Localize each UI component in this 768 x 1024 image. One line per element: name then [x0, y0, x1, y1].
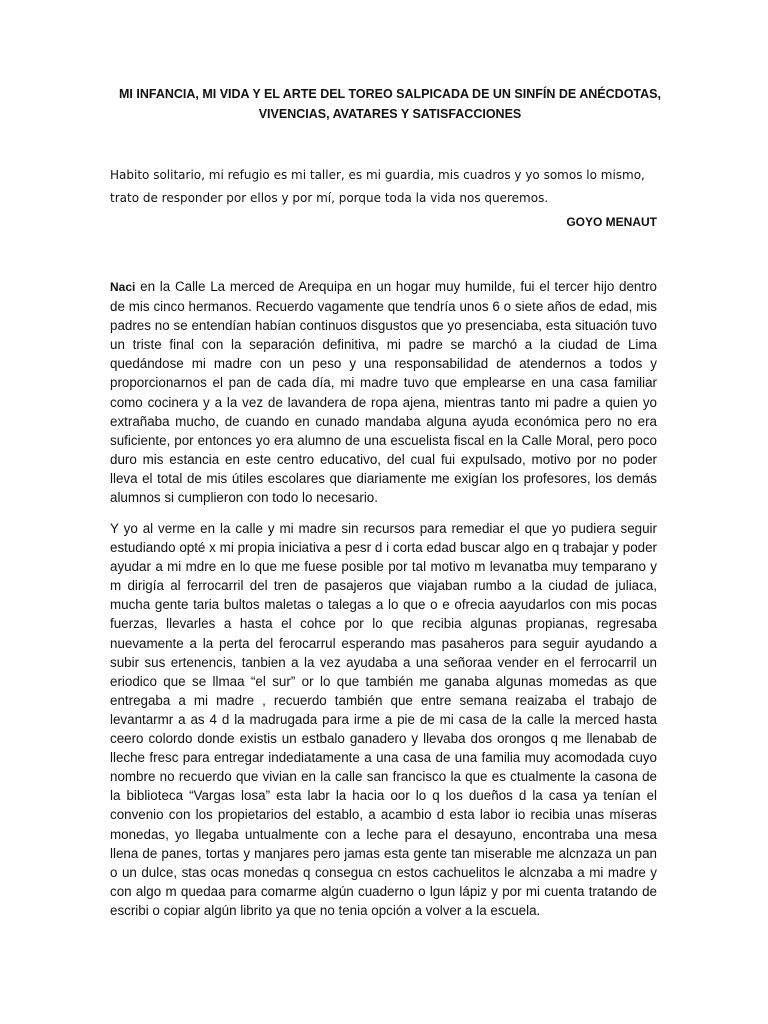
author-name: GOYO MENAUT	[566, 215, 657, 229]
document-title: MI INFANCIA, MI VIDA Y EL ARTE DEL TOREO SALPICADA DE UN SINFÍN DE ANÉCDOTAS, VIVENCIAS, AVATARES Y SATISFACCIONES	[119, 87, 661, 121]
paragraph-1-text: en la Calle La merced de Arequipa en un hogar muy humilde, fui el tercer hijo dentro de mis cinco hermanos. Recuerdo vagamente que tendría unos 6 o siete años de edad, mis padres no se entendían habían continuos disgustos que yo presenciaba, esta situación tuvo un triste final con la separación definitiva, mi padre se marchó a la ciudad de Lima quedándose mi madre con un peso y una responsabilidad de atendernos a todos y proporcionarnos el pan de cada día, mi madre tuvo que emplearse en una casa familiar como cocinera y a la vez de lavandera de ropa ajena, mientras tanto mi padre a quien yo extrañaba mucho, de cuando en cunado mandaba alguna ayuda económica pero no era suficiente, por entonces yo era alumno de una escuelista fiscal en la Calle Moral, pero poco duro mis estancia en este centro educativo, del cual fui expulsado, motivo por no poder lleva el total de mis útiles escolares que diariamente me exigían los profesores, los demás alumnos si cumplieron con todo lo necesario.	[110, 279, 657, 506]
body-paragraph-2: Y yo al verme en la calle y mi madre sin recursos para remediar el que yo pudiera seguir estudiando opté x mi propia iniciativa a pesr d i corta edad buscar algo en q trabajar y poder ayudar a mi mdre en lo que me fuese posible por tal motivo m levanatba muy temparano y m dirigía al ferrocarril del tren de pasajeros que viajaban rumbo a la ciudad de juliaca, mucha gente taria bultos maletas o talegas a lo que o e ofrecia aayudarlos con mis pocas fuerzas, llevarles a hasta el cohce por lo que recibia algunas propianas, regresaba nuevamente a la perta del ferocarrul esperando mas pasaheros para seguir ayudando a subir sus ertenencis, tanbien a la vez ayudaba a una señoraa vender en el ferrocarril un eriodico que se llmaa “el sur” or lo que también me ganaba algunas momedas as que entregaba a mi madre , recuerdo también que entre semana reaizaba el trabajo de levantarmr a as 4 d la madrugada para irme a pie de mi casa de la calle la merced hasta ceero colordo donde existis un estbalo ganadero y llevaba dos orongos q me llenabab de lleche fresc para entregar indediatamente a una casa de una familia muy acomodada cuyo nombre no recuerdo que vivian en la calle san francisco la que es ctualmente la casona de la biblioteca “Vargas losa” esta labr la hacia oor lo q los dueños d la casa ya tenían el convenio con los propietarios del establo, a acambio d esta labor io recibia unas míseras monedas, yo llegaba untualmente con a leche para el desayuno, encontraba una mesa llena de panes, tortas y manjares pero jamas esta gente tan miserable me alcnzaza un pan o un dulce, stas ocas monedas q consegua cn estos cachuelitos le alcnzaba a mi madre y con algo m quedaa para comarme algún cuaderno o lgun lápiz y por mi cuenta tratando de escribi o copiar algún librito ya que no tenia opción a volver a la escuela.	[110, 521, 657, 918]
epigraph: Habito solitario, mi refugio es mi taller, es mi guardia, mis cuadros y yo somos lo mismo, trato de responder por ellos y por mí, porque toda la vida nos queremos.	[110, 168, 645, 205]
paragraph-lead-word: Naci	[110, 280, 136, 294]
body-paragraph-1	[110, 277, 657, 507]
